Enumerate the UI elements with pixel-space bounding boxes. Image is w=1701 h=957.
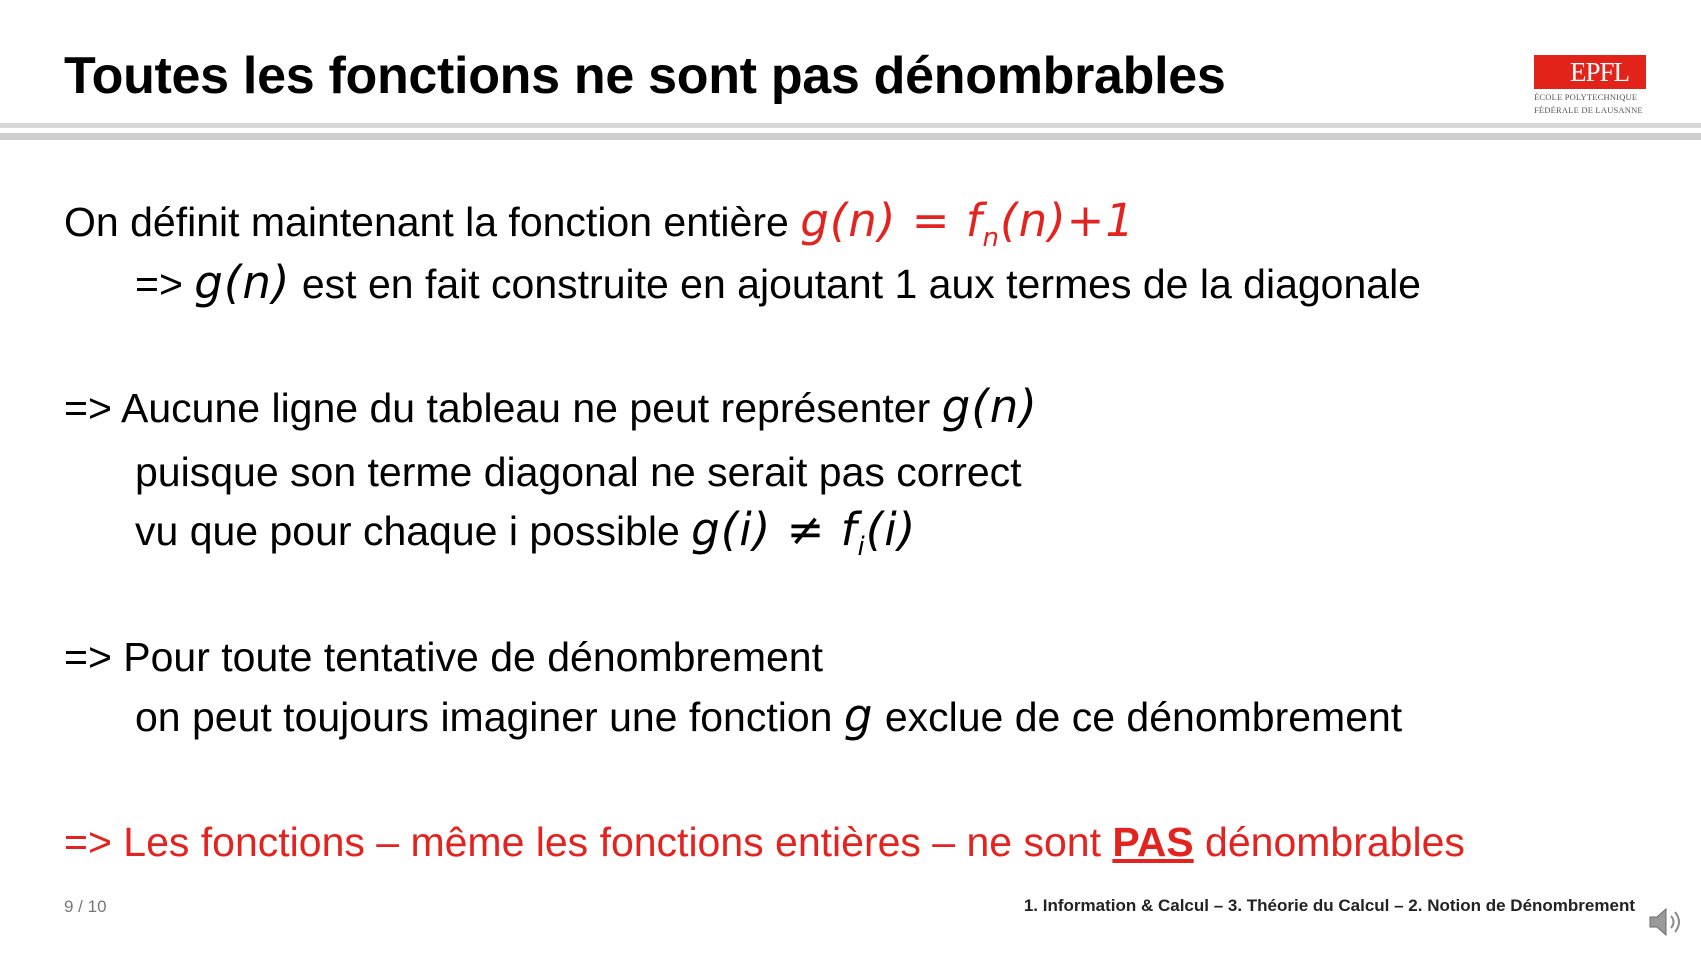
body-line-1 — [64, 194, 1135, 262]
title-rule-bottom — [0, 133, 1701, 140]
logo-block — [1534, 55, 1646, 89]
body-line-7 — [135, 689, 1403, 742]
speaker-icon[interactable] — [1648, 906, 1684, 938]
body-line-3 — [64, 380, 1038, 433]
formula-g-equals-fn: $g(n) = f_n(n)+1$ — [800, 194, 1135, 253]
logo-line1: ÉCOLE POLYTECHNIQUE — [1534, 92, 1638, 102]
page-number: 9 / 10 — [64, 897, 107, 916]
line4-text: puisque son terme diagonal ne serait pas correct — [135, 449, 1022, 495]
line2-text: est en fait construite en ajoutant 1 aux termes de la diagonale — [290, 261, 1421, 307]
conclusion-post: dénombrables — [1193, 819, 1465, 865]
body-line-2 — [135, 256, 1421, 309]
logo-line2: FÉDÉRALE DE LAUSANNE — [1534, 105, 1643, 115]
formula-g-i-neq-fi: $g(i) \ne f_i(i)$ — [691, 503, 917, 562]
slide-title: Toutes les fonctions ne sont pas dénombrables — [64, 47, 1226, 105]
line6-text: => Pour toute tentative de dénombrement — [64, 634, 824, 680]
formula-g-n: g(n) — [194, 256, 291, 309]
conclusion-pas: PAS — [1112, 819, 1194, 865]
body-line-4 — [135, 448, 1022, 496]
epfl-logo — [1534, 55, 1650, 115]
line5-text: vu que pour chaque i possible — [135, 508, 692, 554]
conclusion-pre: => Les fonctions – même les fonctions entières – ne sont — [64, 819, 1113, 865]
conclusion-line — [64, 818, 1465, 866]
title-rule-top — [0, 123, 1701, 128]
line7-text: on peut toujours imaginer une fonction — [135, 694, 844, 740]
formula-g: g — [843, 689, 874, 742]
line1-text: On définit maintenant la fonction entière — [64, 199, 801, 245]
line2-prefix: => — [135, 261, 195, 307]
logo-wordmark: EPFL — [1570, 57, 1630, 87]
body-line-6 — [64, 633, 823, 681]
line3-text: => Aucune ligne du tableau ne peut représenter — [64, 385, 942, 431]
footer-breadcrumb: 1. Information & Calcul – 3. Théorie du Calcul – 2. Notion de Dénombrement — [1023, 896, 1635, 915]
formula-g-n-2: g(n) — [941, 380, 1038, 433]
line7-end: exclue de ce dénombrement — [873, 694, 1403, 740]
body-line-5 — [135, 503, 917, 571]
